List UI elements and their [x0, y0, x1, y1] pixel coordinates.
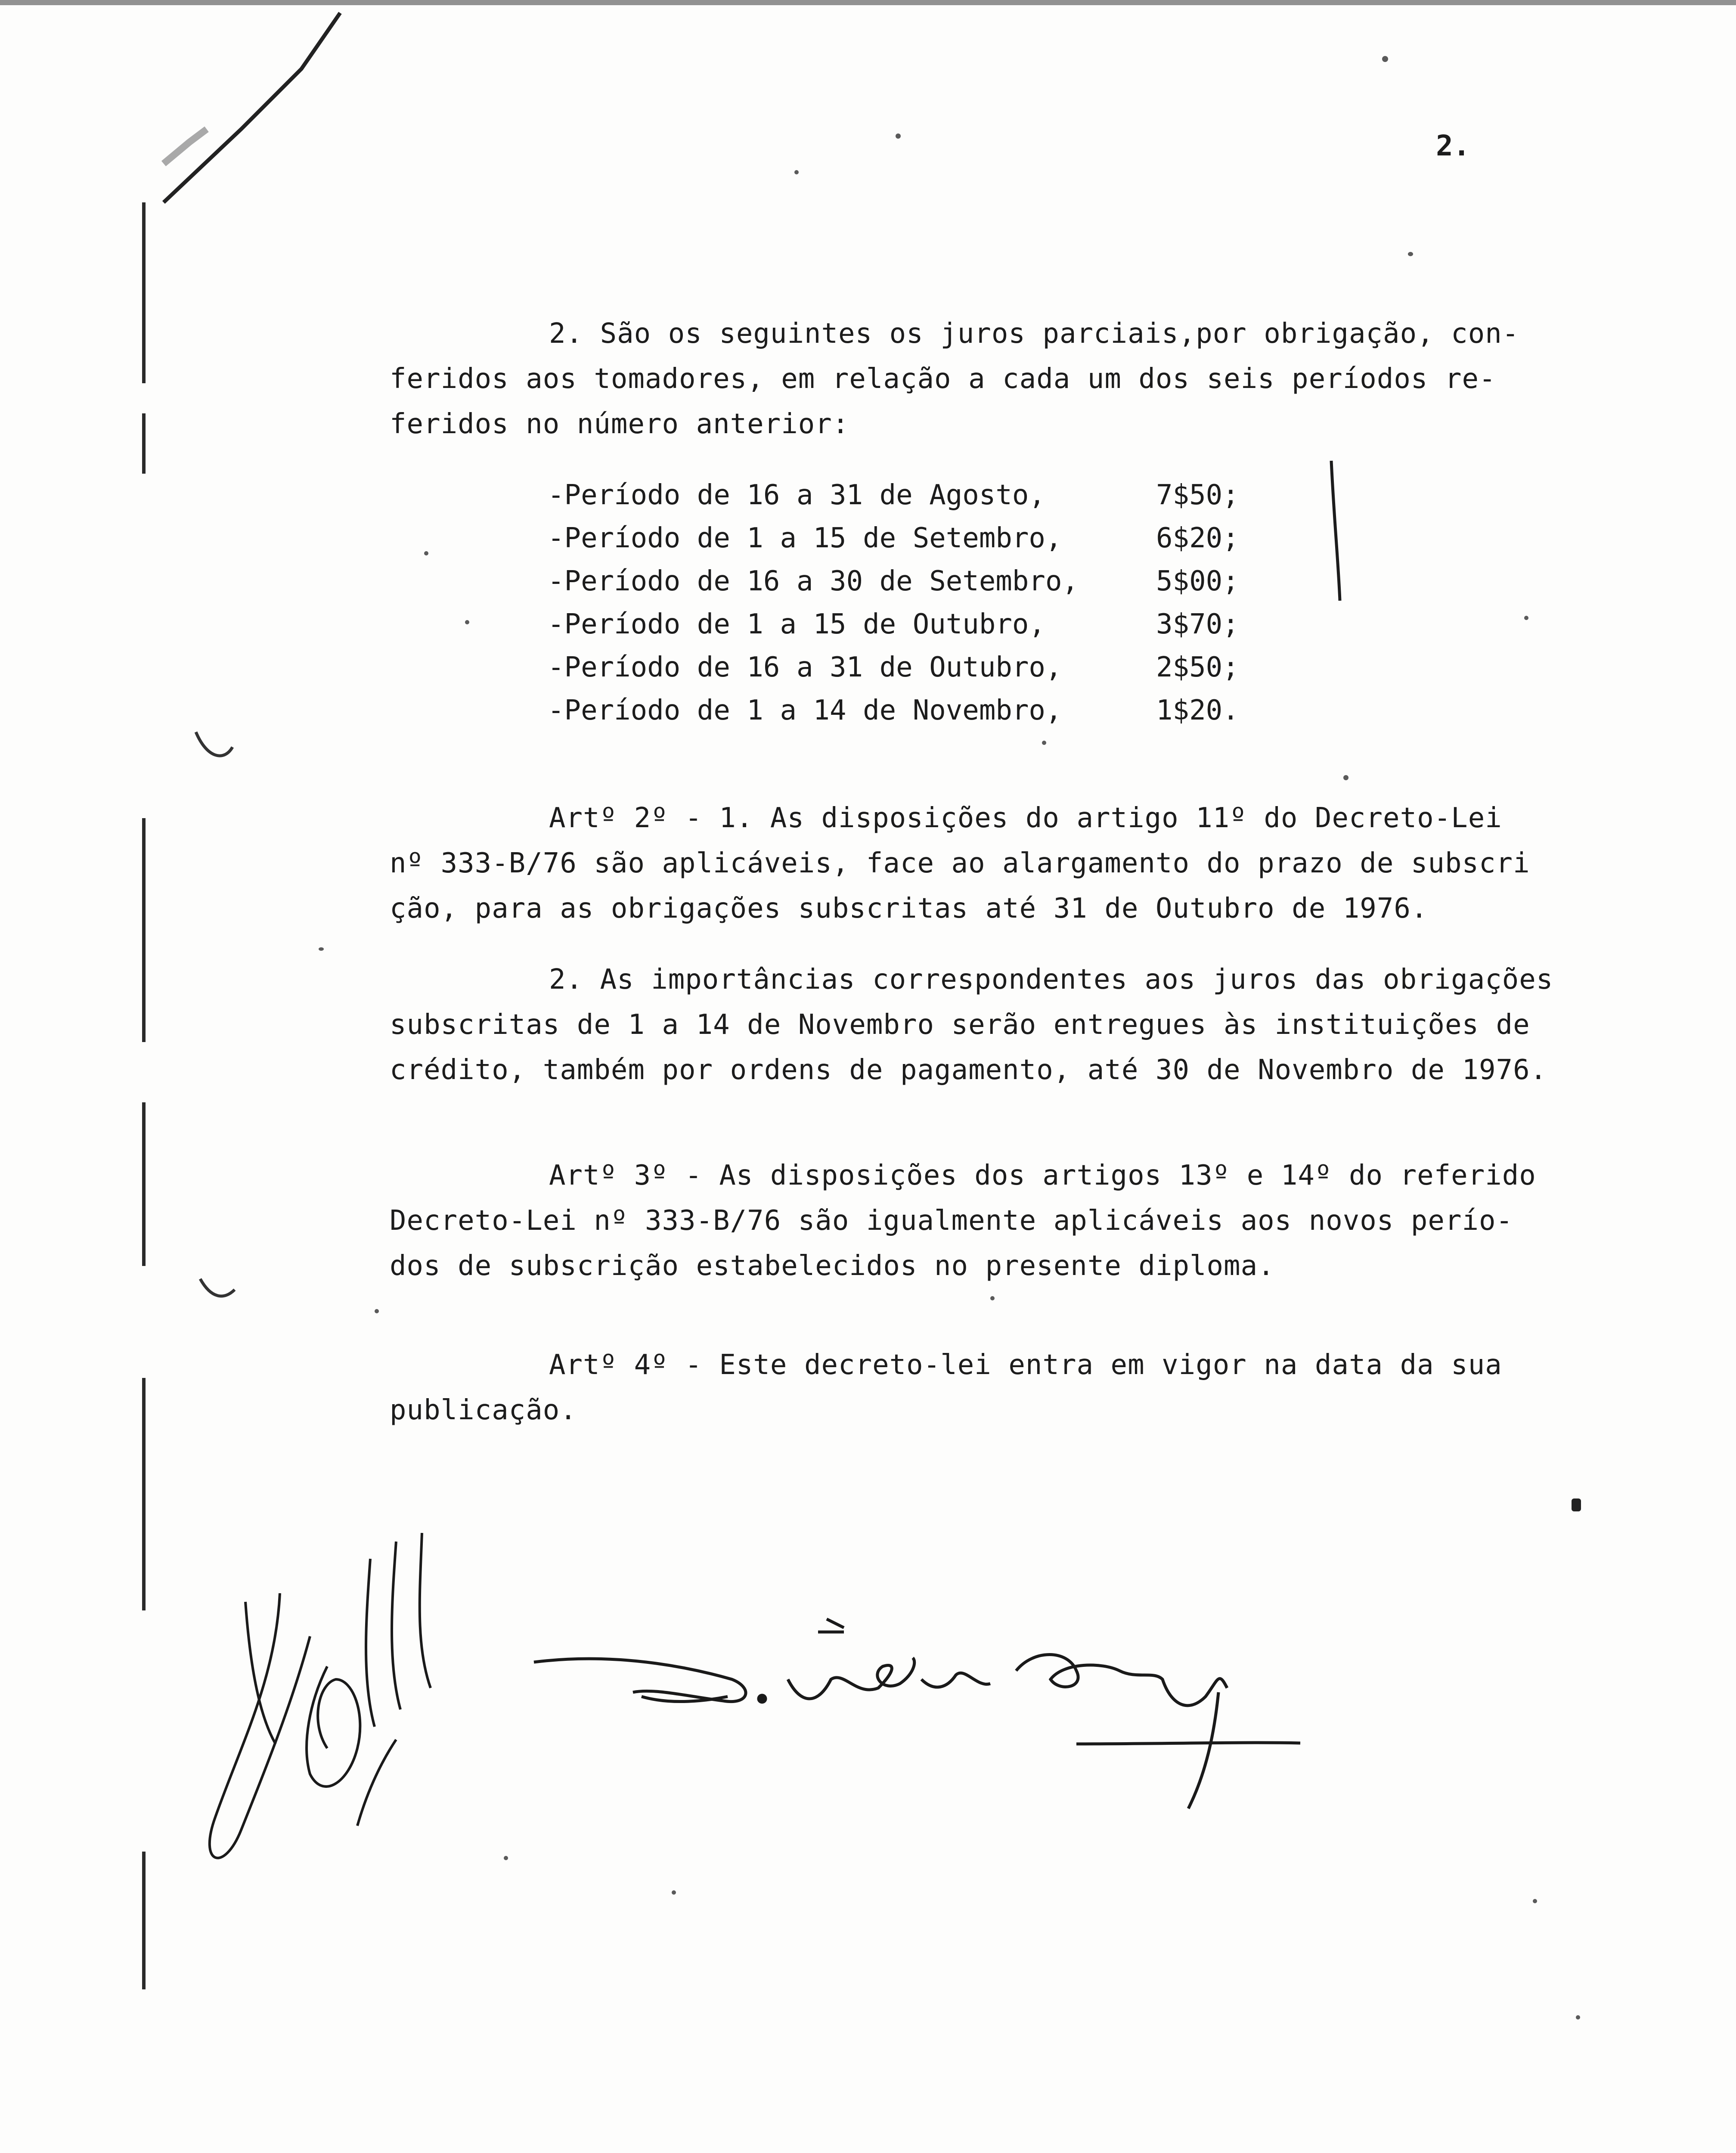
- rate-value-2: 6$20;: [1156, 522, 1239, 554]
- art2-2-line-1: 2. As importâncias correspondentes aos juros das obrigações: [549, 964, 1553, 996]
- art3-line-2: Decreto-Lei nº 333-B/76 são igualmente aplicáveis aos novos perío-: [390, 1205, 1513, 1237]
- rate-label-2: -Período de 1 a 15 de Setembro,: [548, 522, 1062, 554]
- scan-fold-shadow: [164, 129, 207, 164]
- scan-speck: [319, 947, 324, 951]
- scan-speck: [1042, 741, 1046, 745]
- scan-speck: [896, 133, 901, 139]
- art4-line-1: Artº 4º - Este decreto-lei entra em vigor na data da sua: [549, 1349, 1502, 1381]
- margin-bracket-line: [1331, 461, 1340, 601]
- rate-label-3: -Período de 16 a 30 de Setembro,: [548, 565, 1079, 597]
- rate-value-3: 5$00;: [1156, 565, 1239, 597]
- art2-2-line-3: crédito, também por ordens de pagamento, até 30 de Novembro de 1976.: [390, 1054, 1547, 1086]
- rate-label-4: -Período de 1 a 15 de Outubro,: [548, 608, 1045, 640]
- rate-label-6: -Período de 1 a 14 de Novembro,: [548, 695, 1062, 726]
- art3-line-1: Artº 3º - As disposições dos artigos 13º e 14º do referido: [549, 1160, 1536, 1191]
- scan-fold-line: [164, 13, 340, 202]
- scan-speck: [504, 1856, 508, 1860]
- rate-value-1: 7$50;: [1156, 479, 1239, 511]
- page-number: 2.: [1436, 129, 1470, 162]
- art2-2-line-2: subscritas de 1 a 14 de Novembro serão entregues às instituições de: [390, 1009, 1530, 1041]
- paragraph-1-line-3: feridos no número anterior:: [390, 408, 849, 440]
- rate-value-5: 2$50;: [1156, 651, 1239, 683]
- scan-speck: [424, 551, 428, 555]
- art2-1-line-2: nº 333-B/76 são aplicáveis, face ao alargamento do prazo de subscri: [390, 847, 1530, 879]
- rate-value-4: 3$70;: [1156, 608, 1239, 640]
- scan-speck: [794, 170, 799, 174]
- art2-1-line-1: Artº 2º - 1. As disposições do artigo 11º do Decreto-Lei: [549, 802, 1502, 834]
- scan-speck: [465, 620, 469, 624]
- scan-speck: [672, 1890, 676, 1895]
- scan-speck: [990, 1296, 995, 1300]
- margin-tick-1: [196, 732, 232, 756]
- rate-label-5: -Período de 16 a 31 de Outubro,: [548, 651, 1062, 683]
- signature-left: [210, 1533, 431, 1858]
- signature-right: [534, 1619, 1300, 1809]
- art4-line-2: publicação.: [390, 1394, 577, 1426]
- scan-speck: [1572, 1498, 1581, 1511]
- scan-speck: [375, 1309, 379, 1313]
- scan-speck: [1533, 1899, 1537, 1903]
- art2-1-line-3: ção, para as obrigações subscritas até 31 de Outubro de 1976.: [390, 893, 1428, 924]
- rate-value-6: 1$20.: [1156, 695, 1239, 726]
- rate-label-1: -Período de 16 a 31 de Agosto,: [548, 479, 1045, 511]
- art3-line-3: dos de subscrição estabelecidos no presente diploma.: [390, 1250, 1275, 1282]
- scan-speck: [1343, 775, 1348, 780]
- paragraph-1-line-1: 2. São os seguintes os juros parciais,por obrigação, con-: [549, 318, 1519, 350]
- scan-speck: [1524, 616, 1528, 620]
- paragraph-1-line-2: feridos aos tomadores, em relação a cada um dos seis períodos re-: [390, 363, 1496, 395]
- scan-speck: [1382, 56, 1388, 62]
- margin-tick-2: [200, 1279, 235, 1296]
- scan-speck: [1408, 252, 1413, 256]
- scan-speck: [1576, 2015, 1580, 2020]
